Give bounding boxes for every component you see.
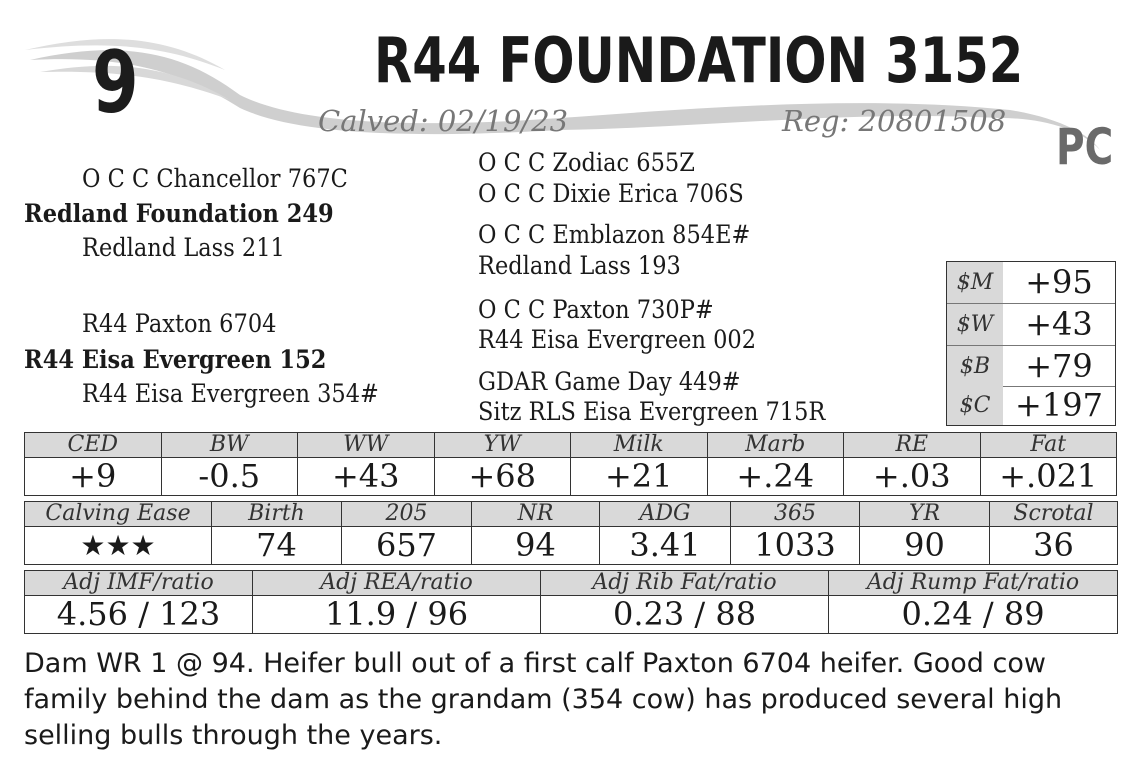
epd-header-cell: BW [161,433,298,458]
index-value: +43 [1025,305,1093,343]
performance-header-row [25,502,1118,527]
epd-table [24,432,1117,496]
epd-header-cell: Fat [980,433,1117,458]
index-label: $B [947,346,1003,387]
index-row-m [947,262,1115,303]
registration-number: Reg: 20801508 [782,104,1007,138]
performance-header-cell: NR [472,502,600,527]
pedigree-ss-sire: O C C Zodiac 655Z [478,148,695,177]
index-label: $C [947,386,1003,425]
performance-value-cell: 3.41 [600,527,731,565]
performance-value-cell: 657 [342,527,472,565]
epd-header-cell: WW [298,433,435,458]
performance-table [24,501,1118,565]
performance-value-cell: 1033 [731,527,860,565]
epd-header-cell: YW [434,433,571,458]
performance-header-cell: ADG [600,502,731,527]
index-value: +79 [1025,347,1093,385]
carcass-value-cell: 4.56 / 123 [25,596,253,634]
pedigree-sire-dam: Redland Lass 211 [82,233,285,262]
performance-value-cell: 74 [212,527,342,565]
carcass-value-row [25,596,1118,634]
performance-header-cell: Scrotal [990,502,1118,527]
performance-value-row [25,527,1118,565]
pedigree-sire: Redland Foundation 249 [24,199,334,228]
performance-header-cell: Birth [212,502,342,527]
performance-value-cell: 94 [472,527,600,565]
lot-number: 9 [92,33,139,133]
pedigree-sd-sire: O C C Emblazon 854E# [478,220,751,249]
epd-header-cell: RE [844,433,981,458]
pedigree-sd-dam: Redland Lass 193 [478,251,681,280]
carcass-value-cell: 11.9 / 96 [253,596,541,634]
carcass-value-cell: 0.23 / 88 [541,596,829,634]
lot-description: Dam WR 1 @ 94. Heifer bull out of a first calf Paxton 6704 heifer. Good cow family behind the dam as the grandam (354 cow) has produced several high selling bulls through the years. [24,648,1063,751]
index-row-w [947,304,1115,345]
epd-value-cell: +.24 [707,458,844,496]
epd-value-cell: +.03 [844,458,981,496]
epd-value-cell: -0.5 [161,458,298,496]
pedigree-dam: R44 Eisa Evergreen 152 [24,345,327,374]
carcass-header-cell: Adj Rib Fat/ratio [541,571,829,596]
performance-header-cell: 365 [731,502,860,527]
pedigree-dam-sire: R44 Paxton 6704 [82,309,277,338]
index-row-c [947,386,1115,425]
performance-value-cell: 90 [860,527,990,565]
carcass-header-cell: Adj IMF/ratio [25,571,253,596]
index-label: $W [947,304,1003,345]
performance-header-cell: YR [860,502,990,527]
performance-header-cell: Calving Ease [25,502,212,527]
performance-header-cell: 205 [342,502,472,527]
calving-ease-stars: ★★★ [25,527,212,565]
pedigree-dd-sire: GDAR Game Day 449# [478,367,741,396]
carcass-header-cell: Adj Rump Fat/ratio [829,571,1118,596]
index-value: +197 [1015,386,1103,424]
epd-value-cell: +9 [25,458,162,496]
index-row-b [947,346,1115,387]
pedigree-ss-dam: O C C Dixie Erica 706S [478,179,744,208]
carcass-value-cell: 0.24 / 89 [829,596,1118,634]
epd-value-cell: +43 [298,458,435,496]
index-label: $M [947,262,1003,303]
pedigree-dd-dam: Sitz RLS Eisa Evergreen 715R [478,397,826,426]
epd-value-cell: +.021 [980,458,1117,496]
pedigree-dam-dam: R44 Eisa Evergreen 354# [82,379,379,408]
animal-name-title: R44 FOUNDATION 3152 [374,24,1024,97]
pedigree-sire-sire: O C C Chancellor 767C [82,164,348,193]
dollar-index-box [946,261,1116,426]
epd-header-cell: CED [25,433,162,458]
pedigree-ds-dam: R44 Eisa Evergreen 002 [478,325,757,354]
calved-date: Calved: 02/19/23 [318,104,569,138]
epd-value-row [25,458,1117,496]
carcass-table [24,570,1118,634]
carcass-header-cell: Adj REA/ratio [253,571,541,596]
epd-header-cell: Milk [571,433,708,458]
pedigree-ds-sire: O C C Paxton 730P# [478,295,714,324]
epd-header-row [25,433,1117,458]
performance-value-cell: 36 [990,527,1118,565]
epd-value-cell: +68 [434,458,571,496]
carcass-header-row [25,571,1118,596]
index-value: +95 [1025,263,1093,301]
epd-header-cell: Marb [707,433,844,458]
epd-value-cell: +21 [571,458,708,496]
breed-code: PC [1056,118,1114,176]
